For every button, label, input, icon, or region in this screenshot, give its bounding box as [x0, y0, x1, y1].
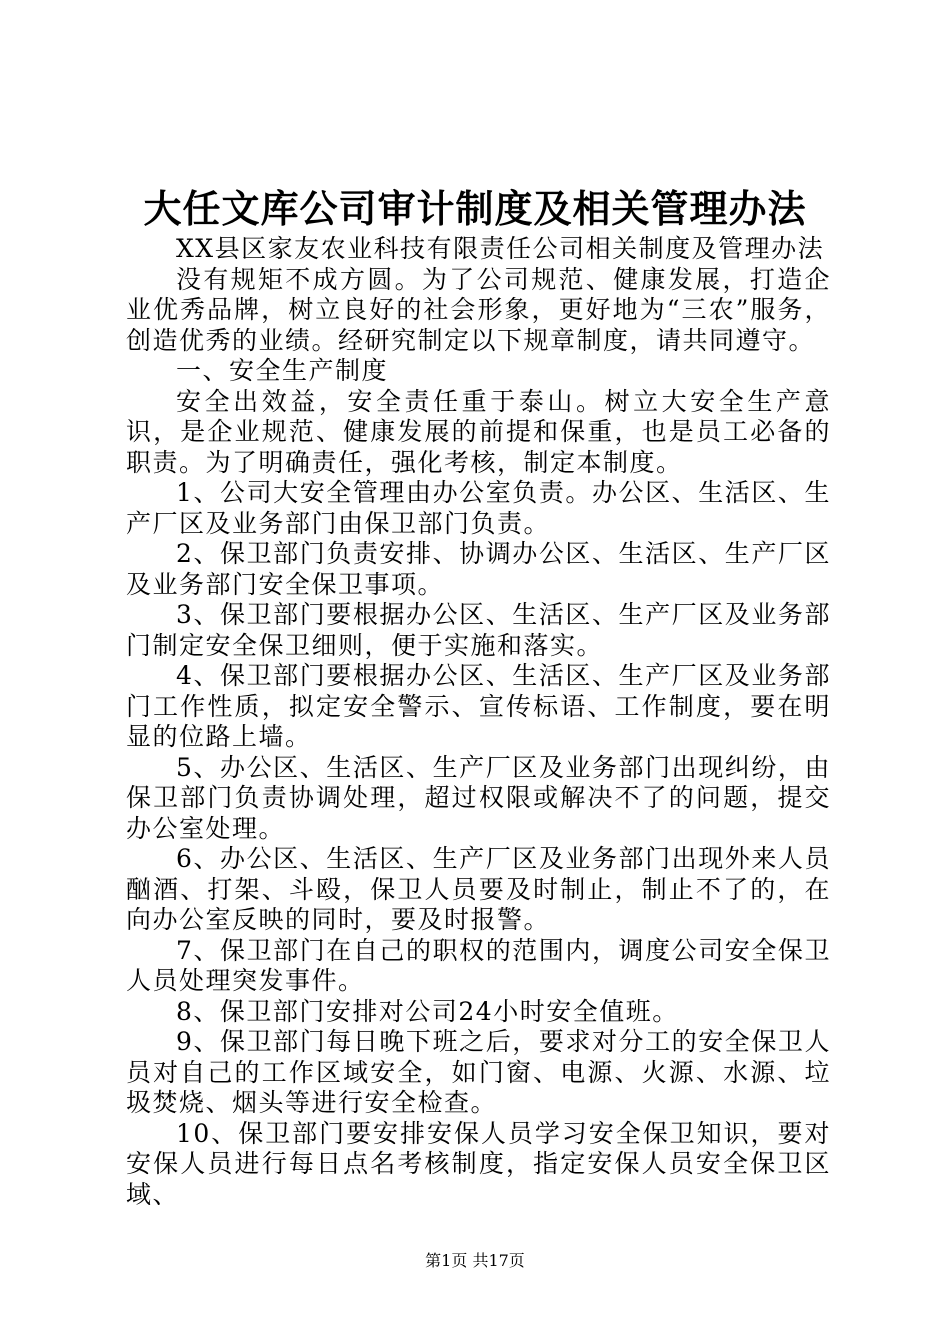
paragraph-item-6: 6、办公区、生活区、生产厂区及业务部门出现外来人员酗酒、打架、斗殴，保卫人员要及时制止，制止不了的，在向办公室反映的同时，要及时报警。: [126, 844, 831, 934]
document-body: [126, 234, 831, 1210]
paragraph-subtitle: XX县区家友农业科技有限责任公司相关制度及管理办法: [176, 234, 825, 263]
paragraph-item-3: 3、保卫部门要根据办公区、生活区、生产厂区及业务部门制定安全保卫细则，便于实施和落实。: [126, 600, 831, 660]
section-heading-safety: 一、安全生产制度: [176, 356, 389, 385]
paragraph-item-10: 10、保卫部门要安排安保人员学习安全保卫知识，要对安保人员进行每日点名考核制度，指定安保人员安全保卫区域、: [126, 1118, 831, 1209]
paragraph-item-2: 2、保卫部门负责安排、协调办公区、生活区、生产厂区及业务部门安全保卫事项。: [126, 539, 831, 599]
paragraph-item-9: 9、保卫部门每日晚下班之后，要求对分工的安全保卫人员对自己的工作区域安全，如门窗、电源、火源、水源、垃圾焚烧、烟头等进行安全检查。: [126, 1027, 831, 1117]
paragraph-item-1: 1、公司大安全管理由办公室负责。办公区、生活区、生产厂区及业务部门由保卫部门负责。: [126, 478, 831, 538]
paragraph-item-7: 7、保卫部门在自己的职权的范围内，调度公司安全保卫人员处理突发事件。: [126, 935, 831, 995]
paragraph-item-4: 4、保卫部门要根据办公区、生活区、生产厂区及业务部门工作性质，拟定安全警示、宣传标语、工作制度，要在明显的位路上墙。: [126, 661, 831, 751]
paragraph-safety-intro: 安全出效益，安全责任重于泰山。树立大安全生产意识，是企业规范、健康发展的前提和保重，也是员工必备的职责。为了明确责任，强化考核，制定本制度。: [126, 386, 831, 477]
document-title: 大任文库公司审计制度及相关管理办法: [143, 186, 807, 231]
paragraph-item-5: 5、办公区、生活区、生产厂区及业务部门出现纠纷，由保卫部门负责协调处理，超过权限或解决不了的问题，提交办公室处理。: [126, 752, 831, 843]
paragraph-item-8: 8、保卫部门安排对公司24小时安全值班。: [176, 996, 679, 1026]
paragraph-intro: 没有规矩不成方圆。为了公司规范、健康发展，打造企业优秀品牌，树立良好的社会形象，更好地为“三农”服务，创造优秀的业绩。经研究制定以下规章制度，请共同遵守。: [126, 264, 831, 355]
page-number-footer: 第1页 共17页: [425, 1251, 525, 1270]
